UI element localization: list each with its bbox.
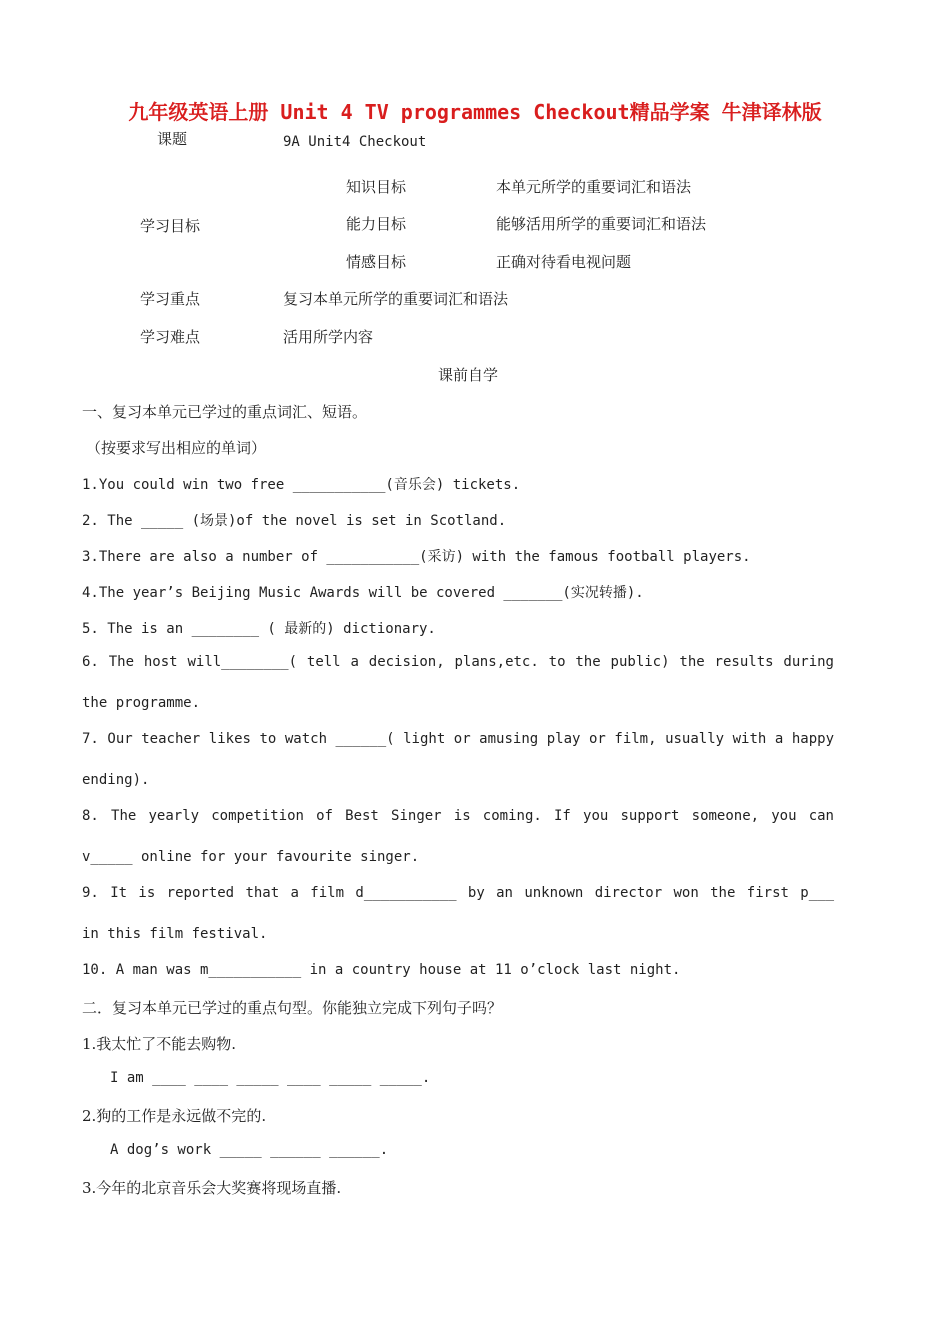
exercise-line: in this film festival. xyxy=(82,926,268,942)
topic-value: 9A Unit4 Checkout xyxy=(283,134,427,150)
exercise-line: 8. The yearly competition of Best Singer is coming. If you support someone, you can xyxy=(82,808,834,824)
focus-value: 复习本单元所学的重要词汇和语法 xyxy=(283,290,509,308)
sentence-prompt: 1.我太忙了不能去购物. xyxy=(82,1035,237,1053)
part1-instruction: （按要求写出相应的单词） xyxy=(86,439,267,457)
sentence-blank-line: A dog’s work _____ ______ ______. xyxy=(110,1142,389,1158)
exercise-line: 3.There are also a number of ___________(采访) with the famous football players. xyxy=(82,549,751,565)
sentence-prompt: 2.狗的工作是永远做不完的. xyxy=(82,1107,267,1125)
exercise-line: 5. The is an ________ ( 最新的) dictionary. xyxy=(82,621,436,637)
goals-label: 学习目标 xyxy=(140,217,201,235)
topic-label: 课题 xyxy=(157,130,188,148)
exercise-line: 9. It is reported that a film d___________ by an unknown director won the first p___ xyxy=(82,885,834,901)
part2-heading: 二．复习本单元已学过的重点句型。你能独立完成下列句子吗？ xyxy=(82,999,503,1017)
exercise-line: v_____ online for your favourite singer. xyxy=(82,849,420,865)
difficulty-label: 学习难点 xyxy=(140,328,201,346)
exercise-line: the programme. xyxy=(82,695,201,711)
exercise-line: 4.The year’s Beijing Music Awards will be covered _______(实况转播). xyxy=(82,585,644,601)
part1-heading: 一、复习本单元已学过的重点词汇、短语。 xyxy=(82,403,368,421)
difficulty-value: 活用所学内容 xyxy=(283,328,374,346)
goal-type-emotion: 情感目标 xyxy=(346,253,407,271)
goal-content-knowledge: 本单元所学的重要词汇和语法 xyxy=(496,178,692,196)
document-title: 九年级英语上册 Unit 4 TV programmes Checkout精品学案 牛津译林版 xyxy=(128,100,822,124)
exercise-line: 7. Our teacher likes to watch ______( light or amusing play or film, usually with a happy xyxy=(82,731,834,747)
exercise-line: 6. The host will________( tell a decision, plans,etc. to the public) the results during xyxy=(82,654,834,670)
goal-type-knowledge: 知识目标 xyxy=(346,178,407,196)
goal-content-ability: 能够活用所学的重要词汇和语法 xyxy=(496,215,707,233)
focus-label: 学习重点 xyxy=(140,290,201,308)
goal-content-emotion: 正确对待看电视问题 xyxy=(496,253,632,271)
goal-type-ability: 能力目标 xyxy=(346,215,407,233)
exercise-line: ending). xyxy=(82,772,150,788)
sentence-prompt: 3.今年的北京音乐会大奖赛将现场直播. xyxy=(82,1179,342,1197)
exercise-line: 10. A man was m___________ in a country house at 11 o’clock last night. xyxy=(82,962,681,978)
exercise-line: 2. The _____ (场景)of the novel is set in Scotland. xyxy=(82,513,507,529)
section-heading: 课前自学 xyxy=(438,366,499,384)
sentence-blank-line: I am ____ ____ _____ ____ _____ _____. xyxy=(110,1070,431,1086)
exercise-line: 1.You could win two free ___________(音乐会) tickets. xyxy=(82,477,521,493)
